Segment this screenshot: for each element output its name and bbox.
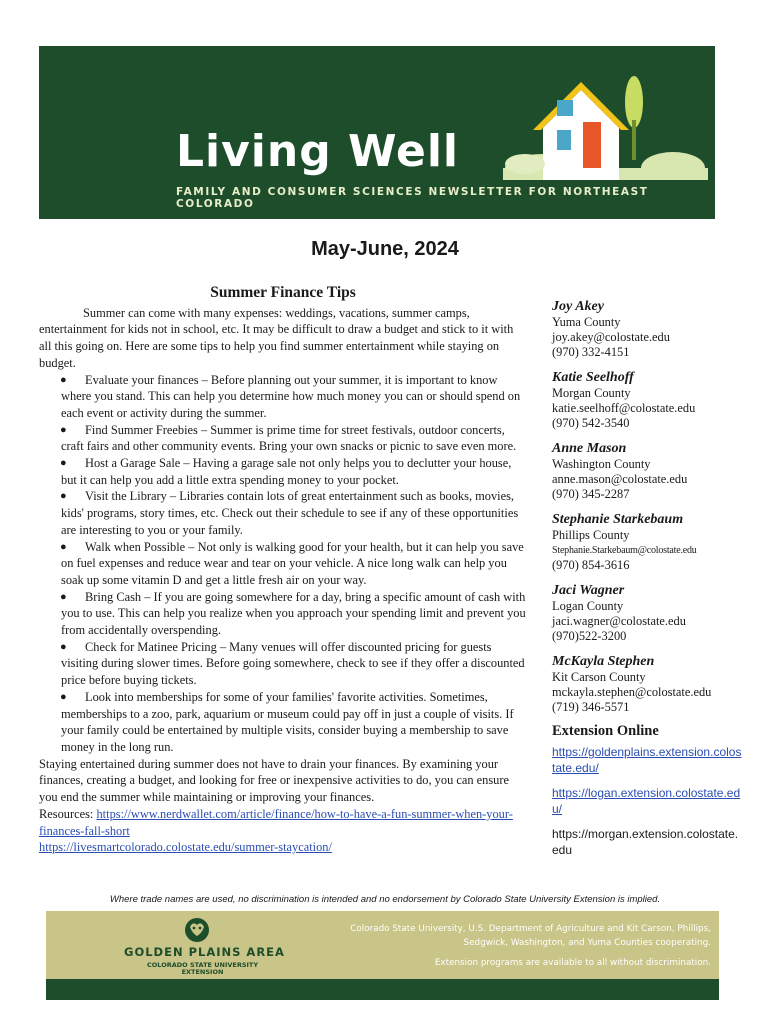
tip-item: ● Visit the Library – Libraries contain lots of great entertainment such as books, movies, kids' programs, story times, etc. Check out their schedule to see if any of these opportunities are interesting to you or your family. [60, 489, 519, 537]
footer-statement [311, 923, 711, 971]
resource-link-nerdwallet[interactable]: https://www.nerdwallet.com/article/finance/how-to-have-a-fun-summer-when-your-finances-fall-short [39, 806, 513, 838]
extension-link-goldenplains[interactable]: https://goldenplains.extension.colostate.edu/ [552, 745, 742, 775]
resources-label: Resources: [39, 806, 94, 821]
footer-area-name: GOLDEN PLAINS AREA [124, 945, 285, 959]
contact-phone: (970) 854-3616 [552, 558, 630, 572]
contact-phone: (970) 345-2287 [552, 487, 630, 501]
contact-county: Morgan County [552, 386, 631, 400]
tip-item: ● Host a Garage Sale – Having a garage sale not only helps you to declutter your house, but it can help you add a little extra spending money to your pocket. [60, 456, 512, 487]
bullet-icon: ● [60, 590, 67, 603]
contact-card [552, 440, 742, 502]
bullet-icon: ● [60, 490, 67, 503]
article [39, 285, 527, 856]
bullet-icon: ● [60, 373, 67, 386]
contacts-sidebar [552, 298, 742, 858]
extension-link-morgan: https://morgan.extension.colostate.edu [552, 827, 739, 857]
contact-phone: (719) 346-5571 [552, 700, 630, 714]
newsletter-title: Living Well [176, 126, 459, 177]
tip-item: ● Bring Cash – If you are going somewhere for a day, bring a specific amount of cash with you to use. This can help you realize when you approach your spending limit and prevent you from accidentally overspending. [60, 589, 526, 638]
tip-item: ● Check for Matinee Pricing – Many venues will offer discounted pricing for guests visiting during slower times. Before going somewhere, check to see if they offer a discounted price before buying tickets. [60, 639, 525, 688]
article-title: Summer Finance Tips [210, 284, 356, 301]
footer-availability: Extension programs are available to all without discrimination. [434, 958, 711, 968]
article-intro: Summer can come with many expenses: weddings, vacations, summer camps, entertainment for kids not in school, etc. It may be difficult to draw a budget and stick to it with all this going on. Here are some tips to help you find summer entertainment while staying on budget. [39, 305, 514, 370]
resource-link-livesmart[interactable]: https://livesmartcolorado.colostate.edu/summer-staycation/ [39, 840, 332, 855]
bullet-icon: ● [60, 690, 67, 703]
tip-item: ● Look into memberships for some of your families' favorite activities. Sometimes, memberships to a zoo, park, aquarium or museum could pay off in just a couple of visits. If your family could be entertained by multiple visits, consider buying a membership to save money in the long run. [60, 689, 514, 754]
newsletter-subtitle: FAMILY AND CONSUMER SCIENCES NEWSLETTER FOR NORTHEAST COLORADO [176, 186, 649, 210]
contact-name: Jaci Wagner [552, 583, 625, 598]
tips-list [39, 372, 527, 756]
contact-card [552, 298, 742, 360]
contact-name: McKayla Stephen [552, 654, 655, 669]
contact-phone: (970) 542-3540 [552, 416, 630, 430]
contact-name: Stephanie Starkebaum [552, 512, 684, 527]
ram-logo-icon [182, 917, 212, 943]
bullet-icon: ● [60, 457, 67, 470]
bullet-icon: ● [60, 423, 67, 436]
extension-link-logan[interactable]: https://logan.extension.colostate.edu/ [552, 786, 741, 816]
house-illustration-icon [503, 60, 708, 180]
bullet-icon: ● [60, 540, 67, 553]
contact-name: Katie Seelhoff [552, 370, 634, 385]
footer-extension-name: EXTENSION [181, 968, 224, 976]
contact-email[interactable]: jaci.wagner@colostate.edu [552, 614, 686, 628]
contact-county: Washington County [552, 457, 651, 471]
footer-cooperation: Colorado State University, U.S. Department of Agriculture and Kit Carson, Phillips, Sedgwick, Washington, and Yuma Counties cooperating. [350, 924, 711, 948]
newsletter-banner [39, 46, 715, 219]
resources [39, 806, 527, 856]
contact-email[interactable]: joy.akey@colostate.edu [552, 330, 670, 344]
tip-item: ● Walk when Possible – Not only is walking good for your health, but it can help you save on fuel expenses and reduce wear and tear on your vehicle. A nice long walk can help you soak up some vitamin D and get a little fresh air on your way. [60, 539, 524, 587]
contact-email[interactable]: Stephanie.Starkebaum@colostate.edu [552, 545, 697, 556]
tip-item: ● Evaluate your finances – Before planning out your summer, it is important to know where you stand. This can help you determine how much money you can or should spend on each event or activity during the summer. [60, 372, 521, 420]
footer-university-name: COLORADO STATE UNIVERSITY [147, 961, 259, 969]
issue-date: May-June, 2024 [311, 238, 459, 260]
contact-phone: (970)522-3200 [552, 629, 627, 643]
contact-county: Logan County [552, 599, 624, 613]
contact-county: Kit Carson County [552, 670, 646, 684]
footer-bar [46, 979, 719, 1000]
disclaimer: Where trade names are used, no discrimination is intended and no endorsement by Colorado State University Extension is implied. [109, 894, 661, 905]
article-closing: Staying entertained during summer does not have to drain your finances. By examining your finances, creating a budget, and looking for free or inexpensive activities to do, you can ensure you end the summer while maintaining or improving your finances. [39, 756, 509, 805]
contact-card [552, 582, 742, 644]
extension-online-title: Extension Online [552, 723, 659, 739]
contact-email[interactable]: anne.mason@colostate.edu [552, 472, 688, 486]
contact-card [552, 653, 742, 715]
contact-card [552, 511, 742, 573]
contact-email[interactable]: katie.seelhoff@colostate.edu [552, 401, 696, 415]
contact-county: Yuma County [552, 315, 621, 329]
contact-name: Joy Akey [552, 299, 604, 314]
contact-card [552, 369, 742, 431]
contact-phone: (970) 332-4151 [552, 345, 630, 359]
footer-university [147, 962, 258, 976]
contact-county: Phillips County [552, 528, 630, 542]
contact-name: Anne Mason [552, 441, 627, 456]
footer [46, 911, 719, 979]
bullet-icon: ● [60, 640, 67, 653]
tip-item: ● Find Summer Freebies – Summer is prime time for street festivals, outdoor concerts, craft fairs and other community events. Bring your own snacks or picnic to save even more. [60, 422, 517, 454]
contact-email[interactable]: mckayla.stephen@colostate.edu [552, 685, 712, 699]
